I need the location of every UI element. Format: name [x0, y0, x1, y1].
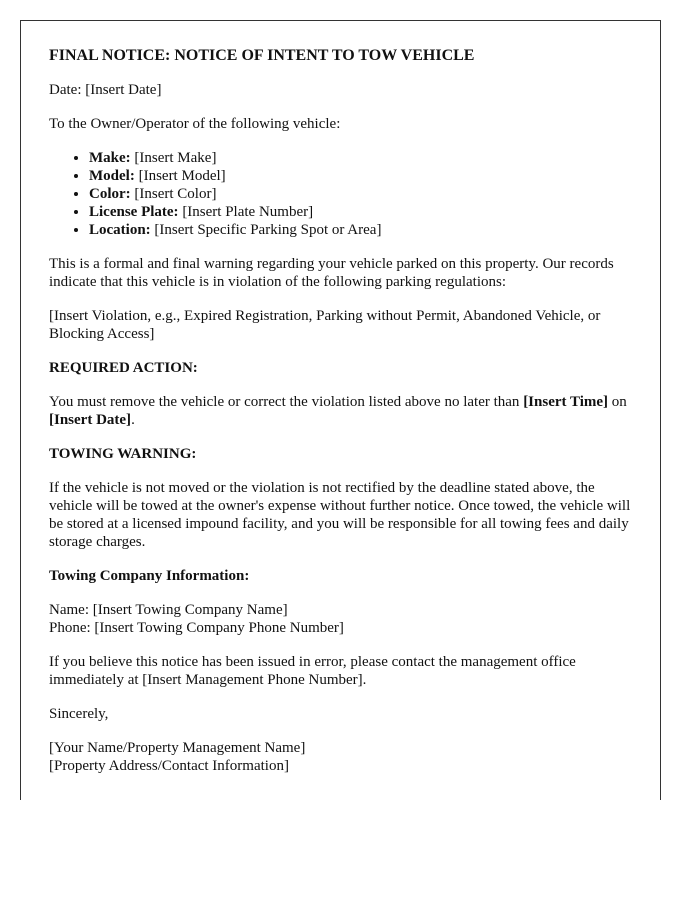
detail-label: Model: — [89, 168, 135, 184]
vehicle-detail-make — [89, 149, 632, 167]
signature-name: [Your Name/Property Management Name] — [49, 740, 306, 756]
detail-value: [Insert Specific Parking Spot or Area] — [150, 222, 382, 238]
signature-block — [49, 739, 632, 775]
intro-line: To the Owner/Operator of the following vehicle: — [49, 116, 341, 132]
towing-warning-text: If the vehicle is not moved or the violation is not rectified by the deadline stated above, the vehicle will be towed at the owner's expense without further notice. Once towed, the vehicle will be stored at a licensed impound facility, and you will be responsible for all towing fees and daily storage charges. — [49, 480, 631, 550]
notice-document — [20, 20, 661, 800]
detail-label: Color: — [89, 186, 131, 202]
document-title: FINAL NOTICE: NOTICE OF INTENT TO TOW VEHICLE — [49, 47, 475, 64]
detail-label: License Plate: — [89, 204, 179, 220]
vehicle-detail-location — [89, 221, 632, 239]
closing: Sincerely, — [49, 706, 109, 722]
towing-company-name: Name: [Insert Towing Company Name] — [49, 602, 288, 618]
deadline-date: [Insert Date] — [49, 412, 132, 428]
towing-company-heading — [49, 567, 632, 585]
vehicle-detail-model — [89, 167, 632, 185]
required-action-heading: REQUIRED ACTION: — [49, 360, 198, 376]
warning-paragraph: This is a formal and final warning regarding your vehicle parked on this property. Our records indicate that this vehicle is in violation of the following parking regulations: — [49, 256, 614, 290]
towing-company-heading-text: Towing Company Information: — [49, 568, 250, 584]
detail-value: [Insert Make] — [130, 150, 217, 166]
detail-value: [Insert Color] — [130, 186, 217, 202]
required-action-text-before: You must remove the vehicle or correct the violation listed above no later than — [49, 394, 524, 410]
vehicle-detail-license-plate — [89, 203, 632, 221]
towing-company-info — [49, 601, 632, 637]
required-action-text-middle: on — [608, 394, 627, 410]
signature-address: [Property Address/Contact Information] — [49, 758, 289, 774]
detail-value: [Insert Plate Number] — [178, 204, 314, 220]
date-line: Date: [Insert Date] — [49, 82, 162, 98]
detail-label: Location: — [89, 222, 151, 238]
error-contact-paragraph: If you believe this notice has been issued in error, please contact the management office immediately at [Insert Management Phone Number]. — [49, 654, 576, 688]
deadline-time: [Insert Time] — [523, 394, 609, 410]
towing-warning-heading: TOWING WARNING: — [49, 446, 197, 462]
vehicle-detail-color — [89, 185, 632, 203]
detail-value: [Insert Model] — [134, 168, 226, 184]
violation-placeholder: [Insert Violation, e.g., Expired Registration, Parking without Permit, Abandoned Vehicle, or Blocking Access] — [49, 308, 601, 342]
towing-company-phone: Phone: [Insert Towing Company Phone Number] — [49, 620, 344, 636]
required-action-text-after: . — [131, 412, 135, 428]
required-action-text — [49, 393, 632, 429]
vehicle-details-list — [49, 149, 632, 239]
detail-label: Make: — [89, 150, 131, 166]
